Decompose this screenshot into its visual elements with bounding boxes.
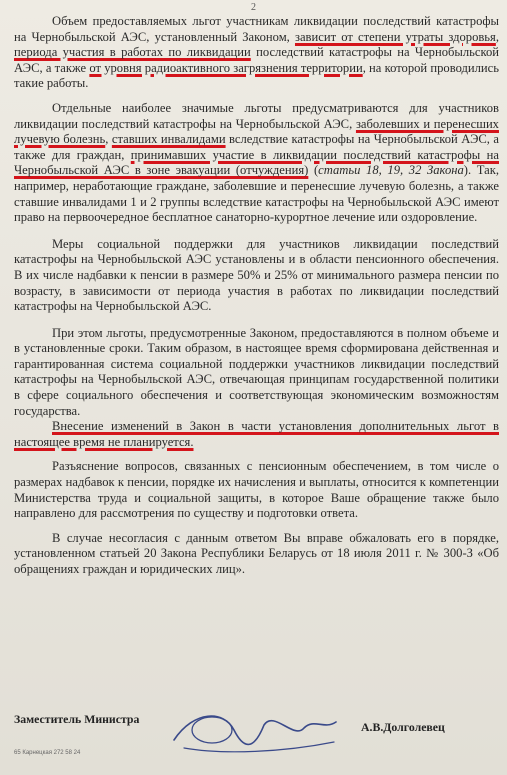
highlight-health-loss: зависит от степени утраты здоровья (294, 29, 496, 44)
paragraph-pension-measures: Меры социальной поддержки для участников ликвидации последствий катастрофы на Чернобыльской АЭС установлены и в области пенсионного обеспечения. В их числе надбавки к пенсии в размере 50% и 25% от минимального размера пенсии по возрасту, в зависимости от периода участия в работах по ликвидации последствий катастрофы на Чернобыльской АЭС. (14, 236, 499, 314)
signatory-name: А.В.Долголевец (361, 720, 445, 734)
letter-body (14, 14, 499, 578)
highlight-participation-period: периода участия в работах по ликвидации (14, 45, 251, 60)
highlight-no-changes: Внесение изменений в Закон в части установления дополнительных льгот в настоящее время не планируется. (14, 419, 499, 449)
highlight-disabled: ставших инвалидами (111, 132, 226, 147)
highlight-contamination-level: от уровня радиоактивного загрязнения территории (89, 60, 363, 75)
law-articles-reference: статьи 18, 19, 32 Закона (318, 163, 464, 178)
highlight-evacuation-zone: принимавших участие в ликвидации последствий катастрофы на Чернобыльской АЭС в зоне эвакуации (отчуждения) (14, 147, 499, 178)
paragraph-significant-benefits: Отдельные наиболее значимые льготы предусматриваются для участников ликвидации последствий катастрофы на Чернобыльской АЭС, заболевших и перенесших лучевую болезнь, ставших инвалидами вследствие катастрофы на Чернобыльской АЭС, а также для граждан, принимавших участие в ликвидации последствий катастрофы на Чернобыльской АЭС в зоне эвакуации (отчуждения) (статьи 18, 19, 32 Закона). Так, например, неработающие граждане, заболевшие и перенесшие лучевую болезнь, а также ставшие инвалидами 1 и 2 группы вследствие катастрофы на Чернобыльской АЭС имеют право на первоочередное бесплатное санаторно-курортное лечение или оздоровление. (14, 100, 500, 225)
executor-note: 65 Карнецкая 272 58 24 (14, 750, 81, 756)
paragraph-no-changes (14, 419, 499, 450)
paragraph-system-summary: При этом льготы, предусмотренные Законом, предоставляются в полном объеме и в установленные сроки. Таким образом, в настоящее время сформирована действенная и гарантированная система социальной поддержки участников ликвидации последствий катастрофы на Чернобыльской АЭС, отвечающая принципам государственной политики в сфере социального обеспечения и соответствующая экономическим возможностям государства. (14, 325, 499, 418)
handwritten-signature-icon (164, 700, 344, 760)
paragraph-benefit-scope: Объем предоставляемых льгот участникам ликвидации последствий катастрофы на Чернобыльской АЭС, установленный Законом, зависит от степени утраты здоровья, периода участия в работах по ликвидации последствий катастрофы на Чернобыльской АЭС, а также от уровня радиоактивного загрязнения территории, на которой проводились такие работы. (14, 14, 500, 91)
signatory-title: Заместитель Министра (14, 712, 140, 726)
highlight-radiation-sickness: заболевших и перенесших лучевую болезнь (14, 116, 499, 147)
paragraph-appeal-rights: В случае несогласия с данным ответом Вы вправе обжаловать его в порядке, установленном статьей 20 Закона Республики Беларусь от 18 июля 2011 г. № 300-З «Об обращениях граждан и юридических лиц». (14, 530, 499, 576)
paragraph-ministry-competence: Разъяснение вопросов, связанных с пенсионным обеспечением, в том числе о размерах надбавок к пенсии, порядке их начисления и выплаты, относится к компетенции Министерства труда и социальной защиты, в которое Ваше обращение также было направлено для рассмотрения по существу и подготовки ответа. (14, 459, 499, 521)
page-number: 2 (251, 2, 256, 13)
